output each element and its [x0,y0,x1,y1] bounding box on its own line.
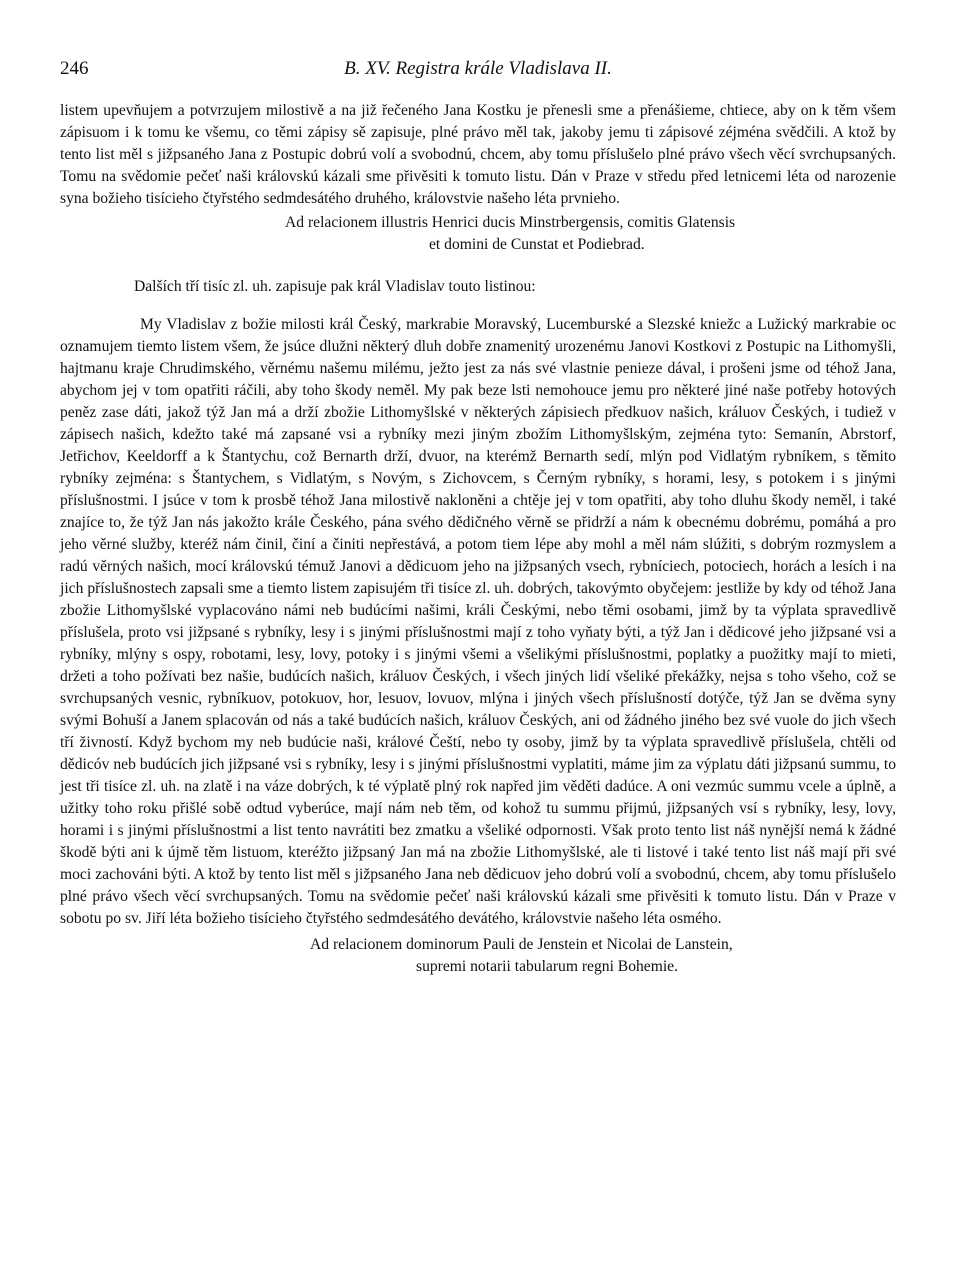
page-number: 246 [60,58,89,79]
attestation-first-line-1: Ad relacionem illustris Henrici ducis Minstrbergensis, comitis Glatensis [285,214,736,231]
attestation-second-line-2: supremi notarii tabularum regni Bohemie. [416,958,678,975]
attestation-second [60,934,896,978]
running-header [60,58,896,92]
attestation-second-line-1: Ad relacionem dominorum Pauli de Jenstein et Nicolai de Lanstein, [310,936,733,953]
running-title: B. XV. Registra krále Vladislava II. [344,58,612,79]
section-heading: Dalších tří tisíc zl. uh. zapisuje pak král Vladislav touto listinou: [134,278,536,295]
paragraph-charter-end: listem upevňujem a potvrzujem milostivě a na již řečeného Jana Kostku je přenesli sme a přenášieme, chtiece, aby on k těm všem zápisuom i k tomu ke všemu, co těmi zápisy sě zapisuje, plné právo měl tak, jakoby jemu ti zápisové zéjména svědčili. A ktož by tento list měl s jižpsaného Jana z Postupic dobrú volí a svobodnú, chcem, aby tomu příslušelo plné právo všech věcí svrchupsaných. Tomu na svědomie pečeť naši královskú kázali sme přivěsiti k tomuto listu. Dán v Praze v středu před letnicemi léta od narozenie syna božieho tisícieho čtyřstého sedmdesátého druhého, královstvie našeho léta prvnieho. [60,102,896,207]
attestation-first [60,212,896,256]
document-page [60,58,896,978]
paragraph-charter-main: My Vladislav z božie milosti král Český, markrabie Moravský, Lucemburské a Slezské kniežc a Lužický markrabie oc oznamujem tiemto listem všem, že jsúce dlužni některý dluh dobře znamenitý urozenému Janovi Kostkovi z Postupic na Lithomyšli, hajtmanu kraje Chrudimského, věrnému našemu milému, ježto jest za nás své vlastnie penieze dával, i prošeni jsme od téhož Jana, abychom jej v tom opatřiti ráčili, aby toho škody neměl. My pak beze lsti nemohouce jemu pro některé jiné naše potřeby hotových peněz zase dáti, jakož týž Jan má a drží zbožie Lithomyšlské v některých zápisiech předkuov našich, králuov Českých, i tudiež v zápisech našich, kdežto také má zapsané vsi a rybníky mezi jiným zbožím Lithomyšlským, zejména tyto: Semanín, Abrstorf, Jetřichov, Keeldorff a k Štantychu, což Bernarth drží, dvuor, na kterémž Bernarth sedí, mlýn pod Vidlatým rybníkem, s těmito rybníky zejména: s Štantychem, s Vidlatým, s Novým, s Zichovcem, s Černým rybníky, s horami, lesy, s potokem i s jinými příslušnostmi. I jsúce v tom k prosbě téhož Jana milostivě nakloněni a chtěje jej v tom opatřiti, aby toho dluhu škody neměl, i také znajíce to, že týž Jan nás jakožto krále Českého, pána svého dědičného věrně se přidrží a nám k obecnému dobrému, pomáhá a pro jeho věrné služby, kteréž nám činil, činí a činiti nepřestává, a potom tiem lépe aby mohl a měl nám slúžiti, s dobrým rozmyslem a radú věrných našich, mocí královskú témuž Janovi a dědicuom jeho na jižpsaných vsech, rybníciech, potociech, horách a lesích i na jich příslušnostech zapsali sme a tiemto listem zapisujém tři tisíce zl. uh. dobrých, takovýmto obyčejem: jestliže by kdy od téhož Jana zbožie Lithomyšlské vyplacováno námi neb budúcími našimi, králi Českými, nebo těmi osobami, jimž by ta výplata spravedlivě příslušela, proto vsi jižpsané s rybníky, lesy i s jinými příslušnostmi mají z toho vyňaty býti, a týž Jan i dědicové jeho jižpsané vsi a rybníky, mlýny s ospy, robotami, lesy, lovy, potoky i s jinými všemi a všelikými příslušnostmi, poplatky a puožitky mají to mieti, držeti a toho požívati bez našie, budúcích našich, králuov Českých, i všech jiných lidí všeliké překážky, nejsa s toho všeho, což se svrchupsaných vesnic, rybníkuov, potokuov, hor, lesuov, lovuov, mlýna i jiných všech příslušností dotýče, týž Jan se dvěma syny svými Bohuší a Janem splacován od nás a také budúcích našich, králuov Českých, ani od žádného jiného bez své vuole do jich všech tří živností. Když bychom my neb budúcie naši, králové Čeští, nebo ty osoby, jimž by ta výplata spravedlivě příslušela, chtěli od dědicóv neb budúcích jich jižpsané vsi s rybníky, lesy i s jinými příslušnostmi vyplatiti, máme jim za výplatu dáti jižpsanú summu, to jest tři tisíce zl. uh. na zlatě i na váze dobrých, k té výplatě plný rok napřed jim věděti dadúce. A oni vezmúc summu vcele a úplně, a užitky toho roku přišlé sobě odtud vyberúce, mají nám neb těm, od kohož tu summu přijmú, jižpsaných vsí s rybníky, lesy, lovy, horami i s jinými příslušnostmi a list tento navrátiti bez zmatku a všeliké odpornosti. Však proto tento list náš nynější nemá k žádné škodě býti ani k újmě těm listuom, kteréžto jižpsaný Jan má na zbožie Lithomyšlské, ale ti listové i také tento list náš mají při své moci zachováni býti. A ktož by tento list měl s jižpsaného Jana neb dědicuov jeho dobrú volí a svobodnú, chcem, aby tomu příslušelo plné právo všech věcí svrchupsaných. Tomu na svědomie pečeť naši královskú kázali sme přivěsiti k tomuto listu. Dán v Praze v sobotu po sv. Jiří léta božieho tisícieho čtyřstého sedmdesátého devátého, královstvie našeho léta osmého. [60,316,896,927]
attestation-first-line-2: et domini de Cunstat et Podiebrad. [429,236,645,253]
